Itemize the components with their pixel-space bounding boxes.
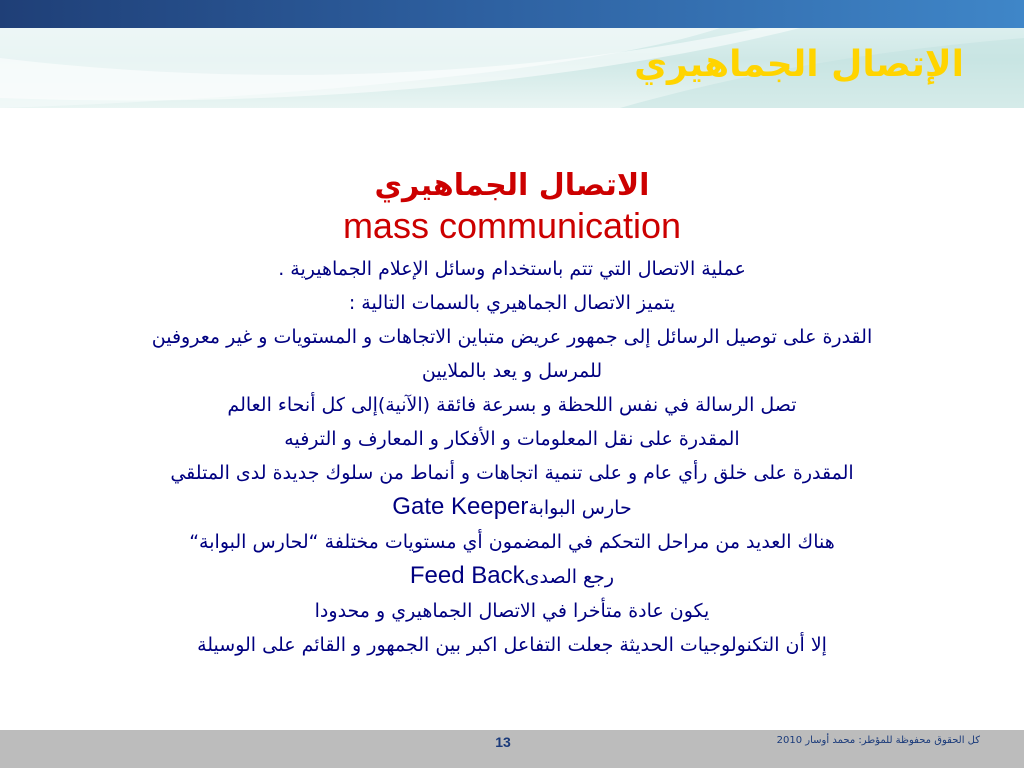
- text-line: يكون عادة متأخرا في الاتصال الجماهيري و محدودا: [314, 600, 710, 622]
- heading-arabic: الاتصال الجماهيري: [374, 168, 650, 203]
- text-line: يتميز الاتصال الجماهيري بالسمات التالية :: [348, 292, 676, 314]
- text-line: المقدرة على خلق رأي عام و على تنمية اتجاهات و أنماط من سلوك جديدة لدى المتلقي: [170, 462, 854, 484]
- feedback-english: Feed Back: [409, 562, 525, 589]
- slide-content: [40, 160, 984, 662]
- text-line: المقدرة على نقل المعلومات و الأفكار و المعارف و الترفيه: [284, 428, 740, 450]
- gatekeeper-english: Gate Keeper: [392, 493, 529, 520]
- copyright-text: كل الحقوق محفوظة للمؤطر: محمد أوسار 2010: [776, 735, 980, 746]
- feedback-line: [40, 559, 984, 594]
- text-line: إلا أن التكنولوجيات الحديثة جعلت التفاعل اكبر بين الجمهور و القائم على الوسيلة: [197, 634, 827, 656]
- page-number: 13: [495, 734, 511, 750]
- footer-bar: [0, 730, 1024, 768]
- slide-title: الإتصال الجماهيري: [634, 44, 964, 85]
- gatekeeper-description: هناك العديد من مراحل التحكم في المضمون أي مستويات مختلفة “لحارس البوابة“: [189, 531, 835, 553]
- text-line: القدرة على توصيل الرسائل إلى جمهور عريض متباين الاتجاهات و المستويات و غير معروفين: [151, 326, 873, 348]
- heading-english: mass communication: [342, 205, 682, 246]
- feedback-arabic: رجع الصدى: [524, 566, 615, 588]
- text-line: تصل الرسالة في نفس اللحظة و بسرعة فائقة (الآنية)إلى كل أنحاء العالم: [227, 394, 797, 416]
- gatekeeper-line: [40, 490, 984, 525]
- gatekeeper-arabic: حارس البوابة: [528, 497, 632, 519]
- text-line: للمرسل و يعد بالملايين: [421, 360, 603, 382]
- top-bar: [0, 0, 1024, 28]
- text-line: عملية الاتصال التي تتم باستخدام وسائل الإعلام الجماهيرية .: [278, 258, 746, 280]
- title-banner: [0, 28, 1024, 108]
